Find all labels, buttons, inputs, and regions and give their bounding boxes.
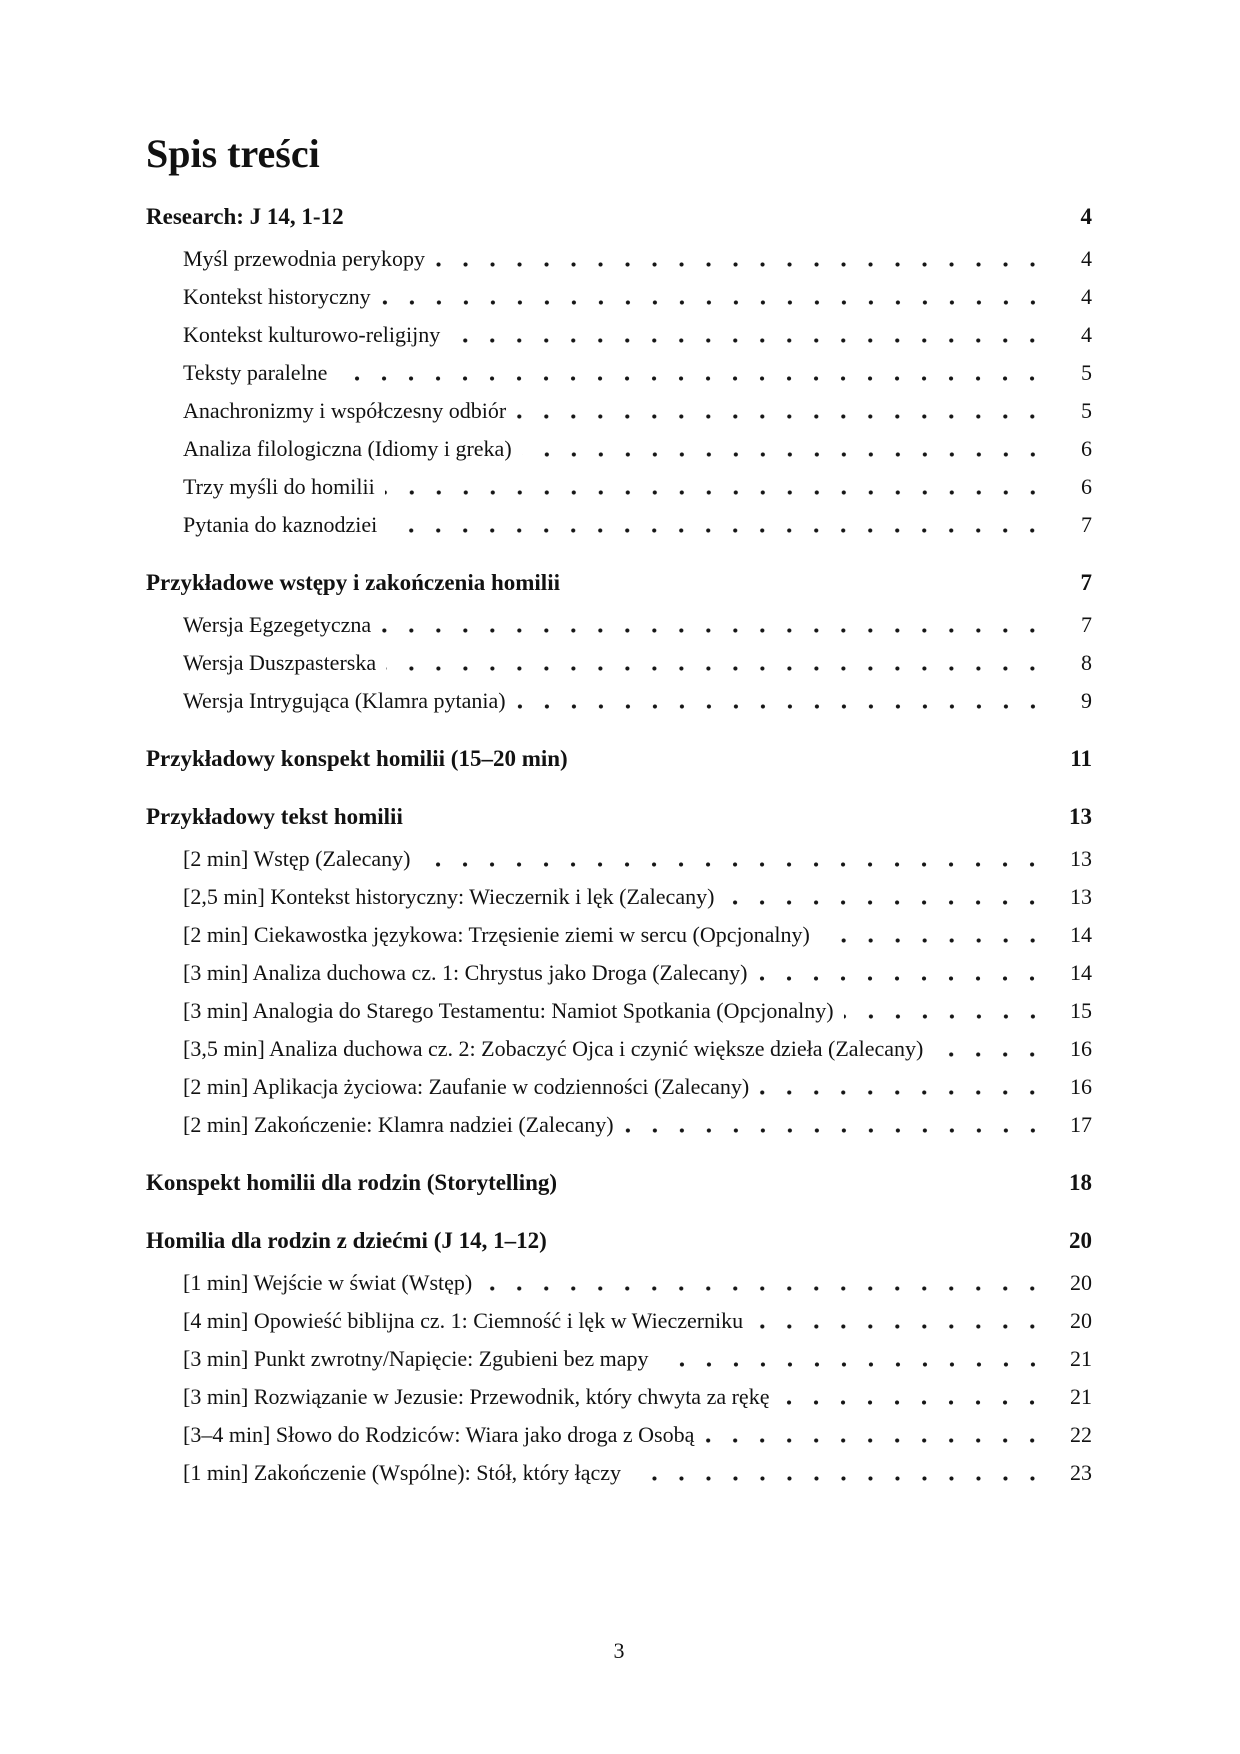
toc-leader-dots [381, 278, 1050, 316]
toc-section-row [146, 564, 1092, 602]
toc-entry-page: 14 [1070, 960, 1092, 985]
toc-entry-label: Wersja Duszpasterska [183, 650, 377, 675]
toc-entry-page: 4 [1081, 322, 1092, 347]
toc-entry-label: Teksty paralelne [183, 360, 328, 385]
toc-entry-row [146, 644, 1092, 682]
toc-leader-dots [482, 1264, 1050, 1302]
toc-entry-row [146, 992, 1092, 1030]
toc-entry-page: 7 [1081, 512, 1092, 537]
toc-entry-row [146, 878, 1092, 916]
toc-content [146, 130, 1092, 1492]
toc-leader-dots [933, 1030, 1050, 1068]
toc-leader-dots [386, 644, 1050, 682]
toc-entry-row [146, 1302, 1092, 1340]
toc-entry-row [146, 916, 1092, 954]
toc-entry-page: 17 [1070, 1112, 1092, 1137]
toc-entry-label: [3 min] Analogia do Starego Testamentu: Namiot Spotkania (Opcjonalny) [183, 998, 834, 1023]
toc-entry-page: 22 [1070, 1422, 1092, 1447]
toc-entry-label: Wersja Intrygująca (Klamra pytania) [183, 688, 506, 713]
toc-entry-row [146, 1378, 1092, 1416]
toc-leader-dots [631, 1454, 1050, 1492]
toc-entry-label: Wersja Egzegetyczna [183, 612, 372, 637]
toc-section-page: 18 [1069, 1170, 1092, 1195]
toc-section-page: 7 [1080, 570, 1092, 595]
toc-entry-label: [1 min] Zakończenie (Wspólne): Stół, który łączy [183, 1460, 622, 1485]
toc-leader-dots [757, 954, 1050, 992]
toc-entry-page: 6 [1081, 436, 1092, 461]
toc-entry-row [146, 354, 1092, 392]
toc-section-leader [354, 198, 1050, 236]
toc-entry-page: 9 [1081, 688, 1092, 713]
toc-section-leader [570, 564, 1050, 602]
toc-entry-label: [3 min] Analiza duchowa cz. 1: Chrystus jako Droga (Zalecany) [183, 960, 748, 985]
toc-entry-page: 21 [1070, 1346, 1092, 1371]
toc-entry-row [146, 1030, 1092, 1068]
toc-entry-label: [3 min] Rozwiązanie w Jezusie: Przewodnik, który chwyta za rękę [183, 1384, 770, 1409]
toc-leader-dots [759, 1068, 1050, 1106]
toc-entry-label: [2 min] Ciekawostka językowa: Trzęsienie ziemi w sercu (Opcjonalny) [183, 922, 810, 947]
toc-entry-page: 7 [1081, 612, 1092, 637]
toc-entry-page: 21 [1070, 1384, 1092, 1409]
toc-entry-row [146, 468, 1092, 506]
toc-entry-page: 16 [1070, 1036, 1092, 1061]
toc-leader-dots [779, 1378, 1050, 1416]
toc-entry-row [146, 1454, 1092, 1492]
toc-entry-page: 4 [1081, 284, 1092, 309]
toc-leader-dots [624, 1106, 1050, 1144]
toc-leader-dots [387, 506, 1050, 544]
toc-entry-page: 13 [1070, 884, 1092, 909]
toc-entry-label: Trzy myśli do homilii [183, 474, 375, 499]
toc-leader-dots [844, 992, 1050, 1030]
toc-section-page: 20 [1069, 1228, 1092, 1253]
toc-leader-dots [450, 316, 1050, 354]
toc-leader-dots [381, 606, 1050, 644]
toc-entry-row [146, 1068, 1092, 1106]
toc-leader-dots [516, 392, 1050, 430]
toc-entry-label: [1 min] Wejście w świat (Wstęp) [183, 1270, 473, 1295]
toc-section-page: 13 [1069, 804, 1092, 829]
toc-section-row [146, 198, 1092, 236]
toc-section-row [146, 1222, 1092, 1260]
toc-leader-dots [516, 682, 1050, 720]
toc-leader-dots [820, 916, 1050, 954]
toc-entry-page: 6 [1081, 474, 1092, 499]
toc-entry-row [146, 840, 1092, 878]
toc-entry-label: [3–4 min] Słowo do Rodziców: Wiara jako droga z Osobą [183, 1422, 695, 1447]
toc-entry-row [146, 1416, 1092, 1454]
toc-entry-page: 20 [1070, 1270, 1092, 1295]
page-number-footer: 3 [613, 1638, 625, 1663]
toc-entry-page: 5 [1081, 398, 1092, 423]
toc-section-leader [413, 798, 1050, 836]
toc-leader-dots [420, 840, 1050, 878]
toc-entry-row [146, 954, 1092, 992]
toc-entry-label: Kontekst historyczny [183, 284, 371, 309]
toc-section-row [146, 1164, 1092, 1202]
toc-entry-row [146, 506, 1092, 544]
toc-section-leader [578, 740, 1050, 778]
toc-entry-label: [2 min] Zakończenie: Klamra nadziei (Zalecany) [183, 1112, 614, 1137]
toc-entry-page: 13 [1070, 846, 1092, 871]
toc-section-leader [567, 1164, 1050, 1202]
toc-section-row [146, 798, 1092, 836]
toc-entry-label: [2 min] Aplikacja życiowa: Zaufanie w codzienności (Zalecany) [183, 1074, 750, 1099]
toc-entry-label: Kontekst kulturowo-religijny [183, 322, 441, 347]
toc-entry-label: [3,5 min] Analiza duchowa cz. 2: Zobaczyć Ojca i czynić większe dzieła (Zalecany) [183, 1036, 924, 1061]
toc-entry-row [146, 316, 1092, 354]
toc-entry-row [146, 278, 1092, 316]
toc-entry-row [146, 240, 1092, 278]
toc-leader-dots [522, 430, 1050, 468]
toc-leader-dots [753, 1302, 1050, 1340]
toc-section-label: Konspekt homilii dla rodzin (Storytelling) [146, 1170, 558, 1195]
toc-leader-dots [385, 468, 1050, 506]
toc-section-page: 11 [1070, 746, 1092, 771]
toc-entry-page: 16 [1070, 1074, 1092, 1099]
toc-section-leader [557, 1222, 1050, 1260]
toc-section-page: 4 [1080, 204, 1092, 229]
toc-entry-page: 8 [1081, 650, 1092, 675]
toc-section-label: Przykładowy konspekt homilii (15–20 min) [146, 746, 568, 771]
page-title: Spis treści [146, 131, 320, 176]
toc-leader-dots [337, 354, 1050, 392]
toc-entry-label: [4 min] Opowieść biblijna cz. 1: Ciemność i lęk w Wieczerniku [183, 1308, 744, 1333]
toc-entry-page: 4 [1081, 246, 1092, 271]
toc-entry-row [146, 430, 1092, 468]
toc-entry-row [146, 682, 1092, 720]
toc-entry-row [146, 1264, 1092, 1302]
toc-entry-label: [3 min] Punkt zwrotny/Napięcie: Zgubieni bez mapy [183, 1346, 649, 1371]
toc-entry-label: [2,5 min] Kontekst historyczny: Wieczernik i lęk (Zalecany) [183, 884, 715, 909]
toc-entry-row [146, 392, 1092, 430]
toc-section-row [146, 740, 1092, 778]
toc-entry-label: Analiza filologiczna (Idiomy i greka) [183, 436, 512, 461]
toc-section-label: Przykładowe wstępy i zakończenia homilii [146, 570, 560, 595]
toc-entry-label: Anachronizmy i współczesny odbiór [183, 398, 507, 423]
toc-entry-page: 5 [1081, 360, 1092, 385]
toc-entry-page: 20 [1070, 1308, 1092, 1333]
toc-entry-row [146, 1106, 1092, 1144]
toc-entry-label: [2 min] Wstęp (Zalecany) [183, 846, 411, 871]
toc-section-label: Przykładowy tekst homilii [146, 804, 403, 829]
toc-entry-label: Myśl przewodnia perykopy [183, 246, 425, 271]
toc-entry-row [146, 1340, 1092, 1378]
toc-section-label: Research: J 14, 1-12 [146, 204, 344, 229]
toc-leader-dots [724, 878, 1050, 916]
toc-section-label: Homilia dla rodzin z dziećmi (J 14, 1–12) [146, 1228, 547, 1253]
toc-leader-dots [659, 1340, 1050, 1378]
toc-entry-row [146, 606, 1092, 644]
toc-leader-dots [704, 1416, 1050, 1454]
toc-entry-label: Pytania do kaznodziei [183, 512, 378, 537]
toc-entry-page: 14 [1070, 922, 1092, 947]
toc-leader-dots [435, 240, 1050, 278]
toc-entry-page: 15 [1070, 998, 1092, 1023]
toc-list [146, 198, 1092, 1492]
toc-entry-page: 23 [1070, 1460, 1092, 1485]
